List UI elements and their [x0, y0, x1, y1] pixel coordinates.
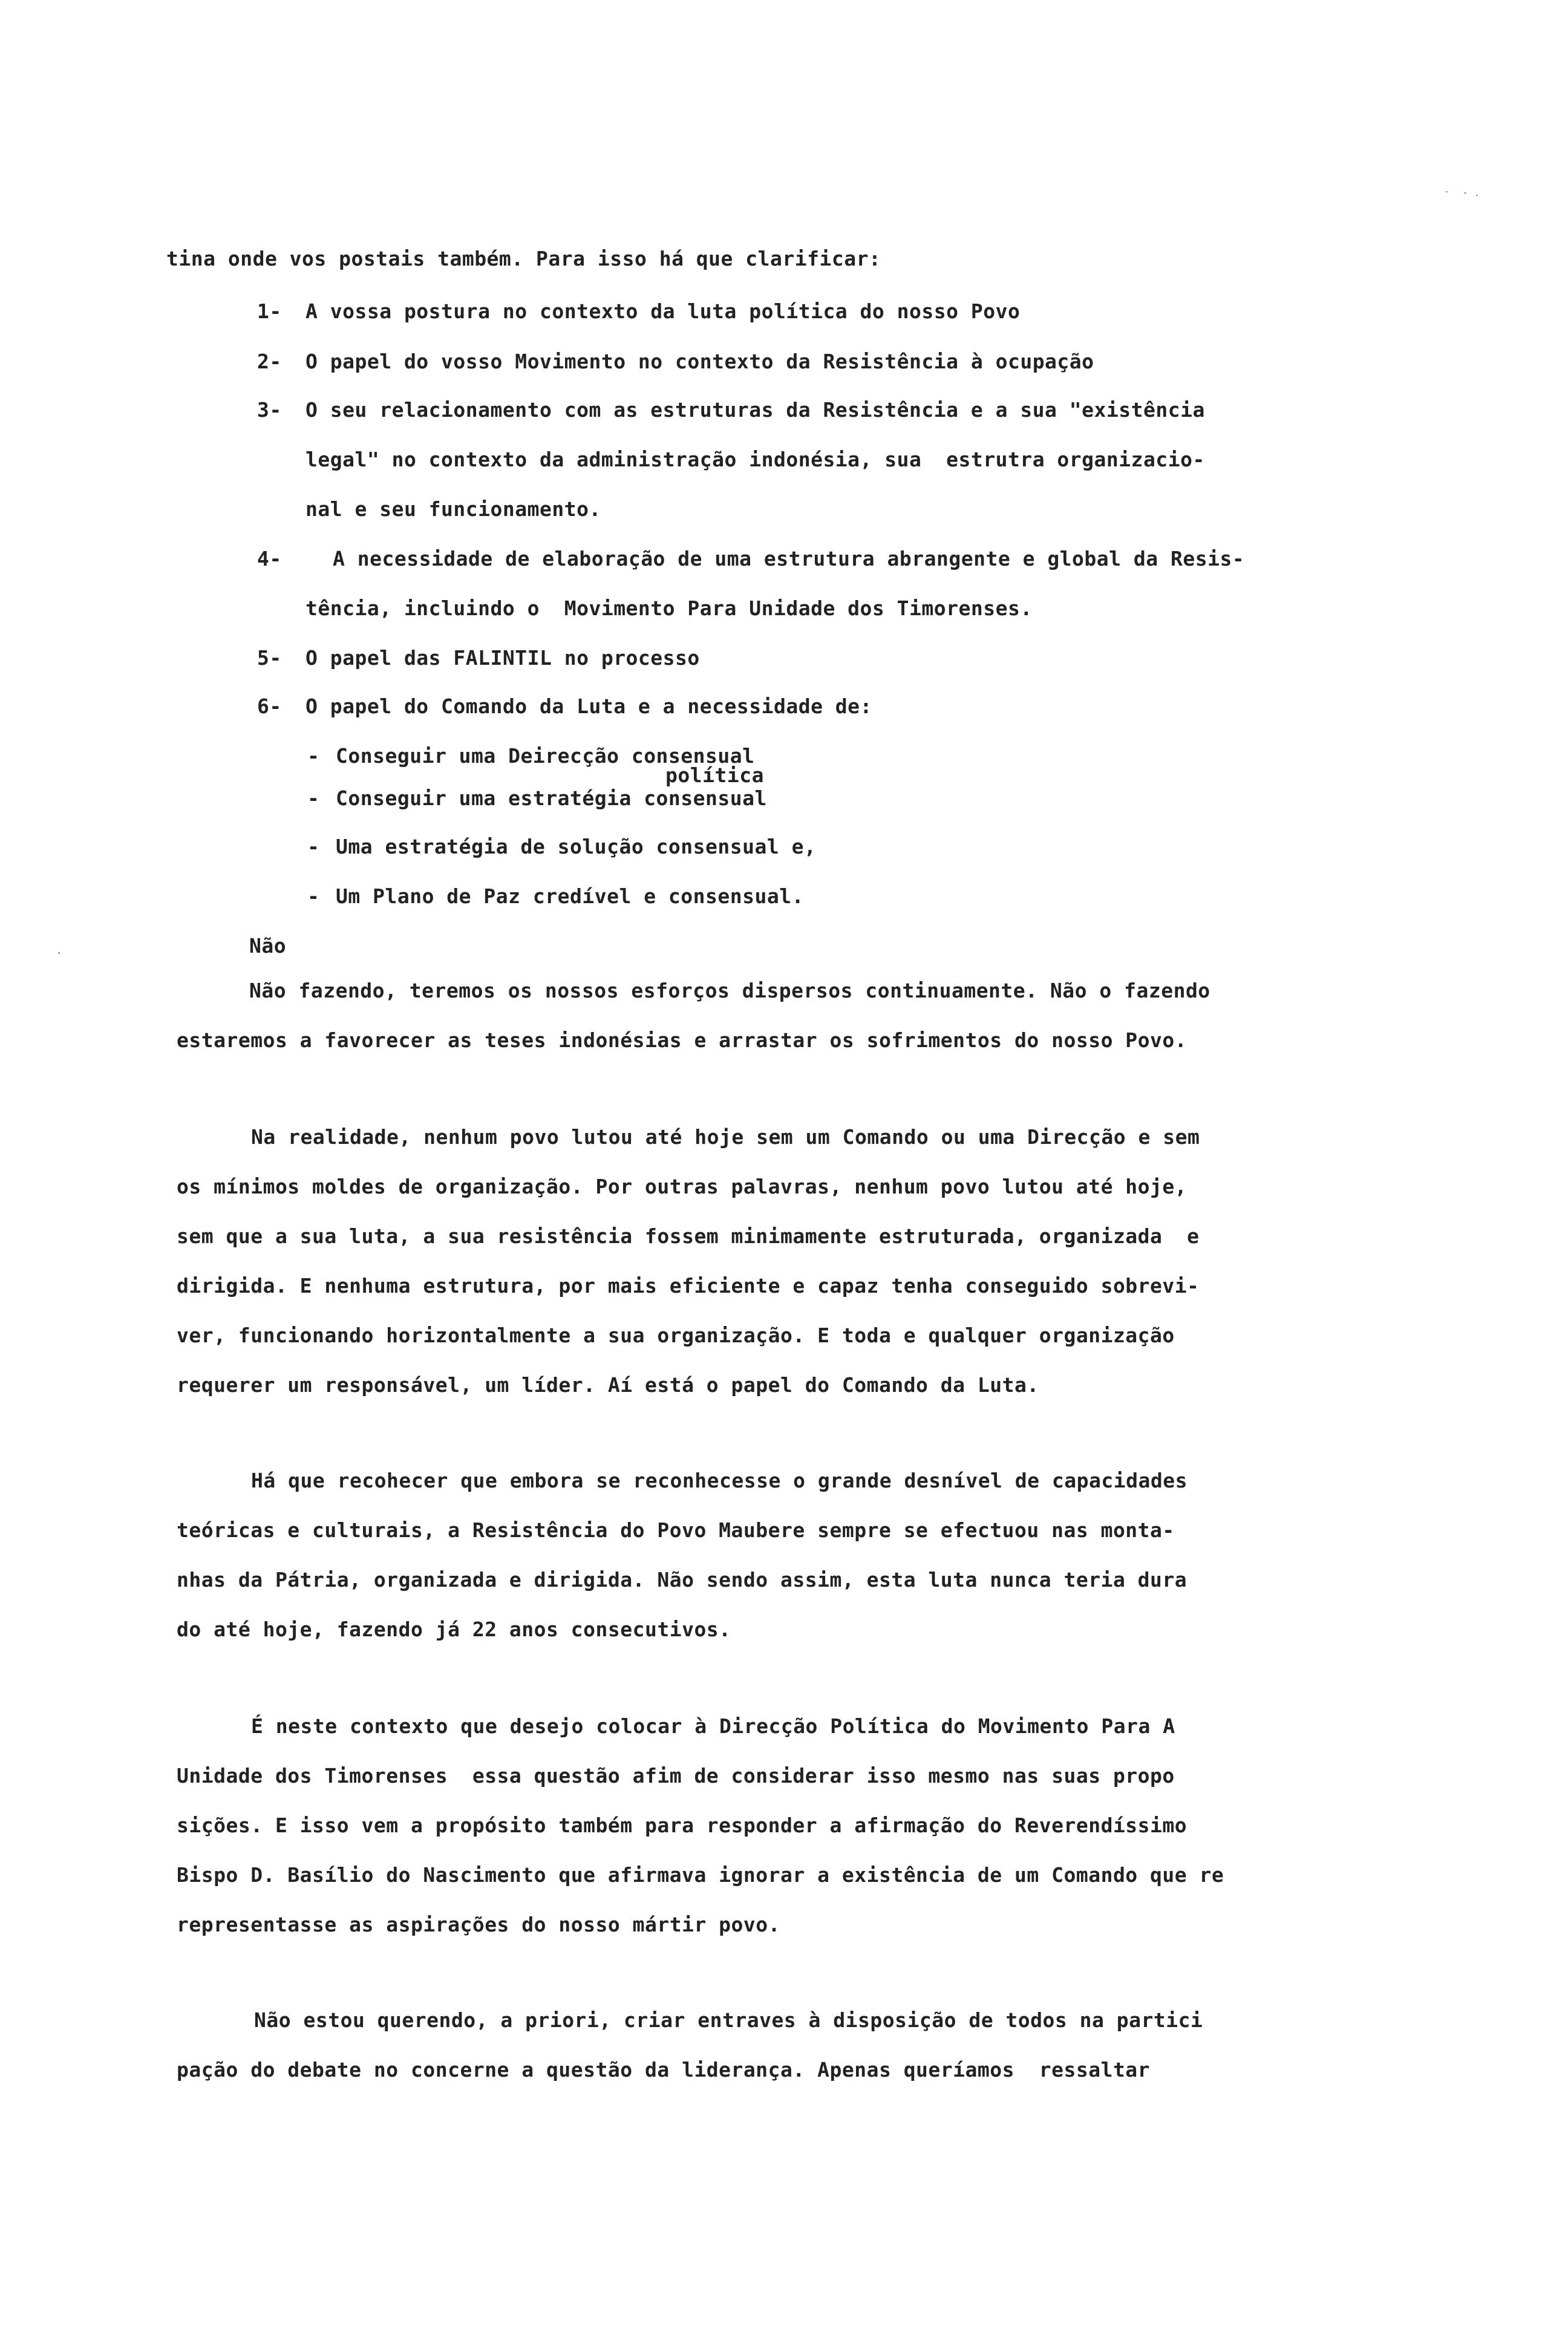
intro-line: tina onde vos postais também. Para isso há que clarificar: [166, 247, 881, 270]
list-item-number: 6- [257, 694, 282, 718]
list-item-text: O papel do vosso Movimento no contexto da Resistência à ocupação [305, 350, 1094, 373]
nao-label: Não [249, 934, 287, 958]
sub-item-text: Conseguir uma estratégia consensual [336, 786, 767, 810]
paragraph-line: os mínimos moldes de organização. Por outras palavras, nenhum povo lutou até hoje, [177, 1175, 1187, 1198]
list-item-text: O seu relacionamento com as estruturas da Resistência e a sua "existência [305, 398, 1205, 422]
scan-speck [1464, 192, 1466, 194]
paragraph-line: requerer um responsável, um líder. Aí está o papel do Comando da Luta. [177, 1373, 1039, 1397]
scan-speck [1446, 191, 1448, 192]
sub-item-text: política [665, 763, 764, 787]
paragraph-line: sem que a sua luta, a sua resistência fossem minimamente estruturada, organizada e [177, 1224, 1200, 1248]
list-item-text: O papel do Comando da Luta e a necessidade de: [305, 694, 872, 718]
list-item-text: tência, incluindo o Movimento Para Unidade dos Timorenses. [305, 596, 1033, 620]
sub-item-dash: - [307, 744, 320, 768]
list-item-number: 5- [257, 646, 282, 670]
paragraph-line: estaremos a favorecer as teses indonésias e arrastar os sofrimentos do nosso Povo. [177, 1028, 1187, 1052]
sub-item-text: Um Plano de Paz credível e consensual. [336, 884, 804, 908]
list-item-number: 3- [257, 398, 282, 422]
list-item-text: A necessidade de elaboração de uma estrutura abrangente e global da Resis- [333, 547, 1245, 570]
sub-item-text: Conseguir uma Deirecção consensual [336, 744, 755, 768]
paragraph-line: Bispo D. Basílio do Nascimento que afirmava ignorar a existência de um Comando que re [177, 1863, 1224, 1887]
scan-speck [1476, 195, 1478, 196]
paragraph-line: do até hoje, fazendo já 22 anos consecutivos. [177, 1618, 731, 1641]
paragraph-line: nhas da Pátria, organizada e dirigida. Não sendo assim, esta luta nunca teria dura [177, 1568, 1187, 1592]
paragraph-line: representasse as aspirações do nosso mártir povo. [177, 1913, 781, 1936]
list-item-number: 1- [257, 299, 282, 323]
paragraph-line: ver, funcionando horizontalmente a sua organização. E toda e qualquer organização [177, 1324, 1175, 1347]
sub-item-dash: - [307, 786, 320, 810]
paragraph-line: Unidade dos Timorenses essa questão afim de considerar isso mesmo nas suas propo [177, 1764, 1175, 1788]
list-item-number: 2- [257, 350, 282, 373]
paragraph-line: sições. E isso vem a propósito também para responder a afirmação do Reverendíssimo [177, 1814, 1187, 1837]
sub-item-text: Uma estratégia de solução consensual e, [336, 835, 817, 858]
list-item-text: A vossa postura no contexto da luta política do nosso Povo [305, 299, 1021, 323]
list-item-text: O papel das FALINTIL no processo [305, 646, 700, 670]
list-item-number: 4- [257, 547, 282, 570]
sub-item-dash: - [307, 835, 320, 858]
paragraph-line: Há que recohecer que embora se reconhecesse o grande desnível de capacidades [251, 1469, 1187, 1492]
paragraph-line: dirigida. E nenhuma estrutura, por mais eficiente e capaz tenha conseguido sobrevi- [177, 1274, 1200, 1298]
list-item-text: legal" no contexto da administração indonésia, sua estrutra organizacio- [305, 448, 1205, 471]
scan-speck [58, 952, 60, 954]
paragraph-line: Não fazendo, teremos os nossos esforços dispersos continuamente. Não o fazendo [249, 979, 1210, 1002]
paragraph-line: teóricas e culturais, a Resistência do Povo Maubere sempre se efectuou nas monta- [177, 1518, 1175, 1542]
paragraph-line: É neste contexto que desejo colocar à Direcção Política do Movimento Para A [251, 1714, 1175, 1738]
paragraph-line: pação do debate no concerne a questão da liderança. Apenas queríamos ressaltar [177, 2058, 1151, 2081]
list-item-text: nal e seu funcionamento. [305, 497, 601, 521]
paragraph-line: Na realidade, nenhum povo lutou até hoje sem um Comando ou uma Direcção e sem [251, 1125, 1200, 1149]
paragraph-line: Não estou querendo, a priori, criar entraves à disposição de todos na partici [254, 2008, 1203, 2032]
sub-item-dash: - [307, 884, 320, 908]
